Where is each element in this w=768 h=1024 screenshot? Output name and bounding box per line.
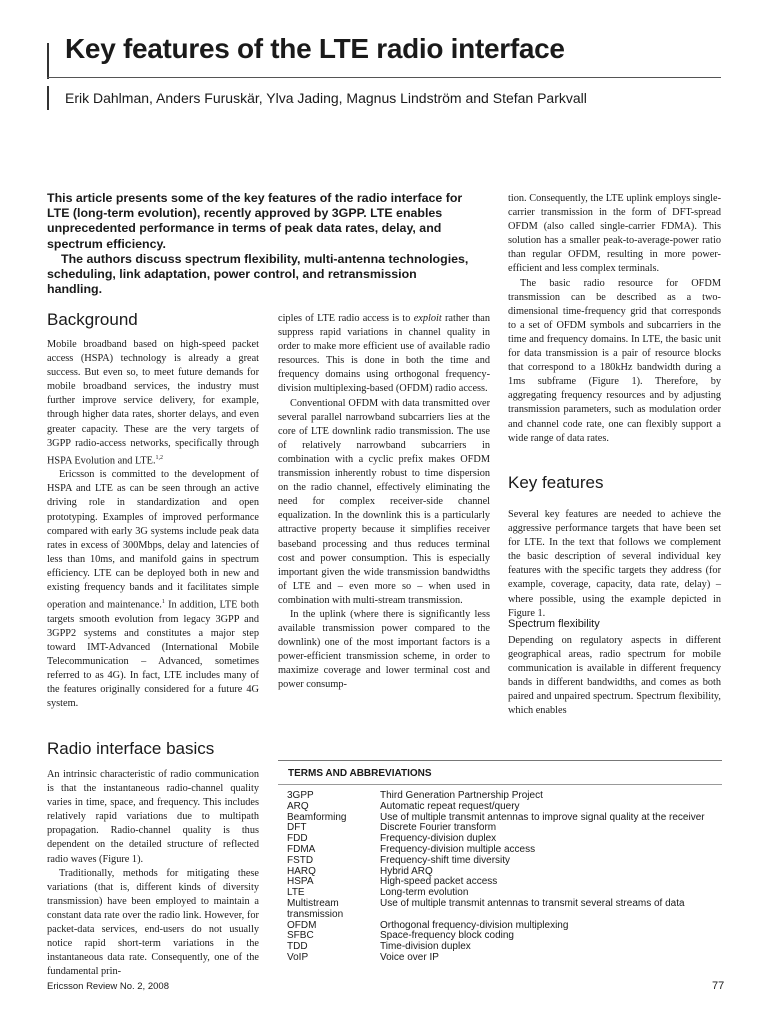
column-3-body [508,192,721,446]
term-definition: Discrete Fourier transform [380,822,497,834]
term-definition: Voice over IP [380,951,439,963]
radio-basics-body [47,768,259,979]
term-abbr: Beamforming [287,811,347,823]
key-features-paragraph-1: Several key features are needed to achieve the aggressive performance targets that have been set for LTE. In the text that follows we complement the basic description of several individual key features with the specific targets they address (for example, coverage, capacity, data rate, delay) – where possible, using the example depicted in Figure 1. [508,509,721,619]
spectrum-paragraph-1: Depending on regulatory aspects in different geographical areas, radio spectrum for mobile communication is available in different frequency bands in different bandwidths, and comes as both paired and unpaired spectrum. Spectrum flexibility, which enables [508,635,721,717]
term-abbr: FDMA [287,843,316,855]
column-2-body [278,312,490,693]
heading-background: Background [47,310,138,329]
term-abbr: ARQ [287,800,309,812]
terms-row [287,953,717,964]
term-abbr: OFDM [287,919,317,931]
background-paragraph-2: Ericsson is committed to the development of HSPA and LTE as can be seen through an active driving role in standardization and open prototyping. Examples of improved performance compared with early 3G systems include peak data rates in excess of 300Mbps, delay and latencies of less than 10ms, and manifold gains in spectrum efficiency. LTE can be deployed both in new and existing frequency bands and it facilitates simple operation and maintenance.$^1$ In addition, LTE both targets smooth evolution from legacy 3GPP and 3GPP2 systems and constitutes a major step toward IMT-Advanced (International Mobile Telecommunication – Advanced, sometimes referred to as 4G). In fact, LTE includes many of the features originally considered for a future 4G system. [47,469,259,710]
radio-basics-paragraph-2: Traditionally, methods for mitigating these variations (that is, different kinds of diversity transmission) have been employed to maintain a constant data rate over the radio link. However, for packet-data services, end-users do not usually notice rapid short-term variations in the instantaneous data rate. Consequently, one of the fundamental prin- [47,867,259,978]
term-abbr: HSPA [287,876,314,888]
term-abbr: HARQ [287,865,316,877]
term-definition: Use of multiple transmit antennas to improve signal quality at the receiver [380,811,705,823]
column-2-paragraph-2: Conventional OFDM with data transmitted over several parallel narrowband subcarriers lies at the core of LTE downlink radio transmission. The use of relatively narrowband subcarriers in combination with a cyclic prefix makes OFDM transmission inherently robust to time dispersion on the radio channel, effectively eliminating the need for complex receiver-side channel equalization. In the downlink this is a particularly attractive property because it simplifies receiver baseband processing and thus reduces terminal cost and power consumption. This is especially important given the wide transmission bandwidths of LTE and – even more so – when used in combination with multi-stream transmission. [278,397,490,606]
term-definition: Frequency-shift time diversity [380,854,511,866]
term-abbr: FDD [287,833,308,845]
authors-rule [47,86,49,110]
terms-row [287,931,717,942]
journal-footer: Ericsson Review No. 2, 2008 [47,981,169,992]
term-definition: Time-division duplex [380,941,471,953]
reference-mark: 1,2 [155,454,164,461]
heading-radio-interface-basics: Radio interface basics [47,739,215,758]
title-rule [47,43,49,79]
heading-key-features: Key features [508,473,604,492]
column-2-paragraph-1: ciples of LTE radio access is to exploit rather than suppress rapid variations in channel quality in order to make more efficient use of available radio resources. This is done in both the time and frequency domains using orthogonal frequency-division multiplexing-based (OFDM) radio access. [278,313,490,395]
page-title: Key features of the LTE radio interface [65,33,565,64]
term-abbr: VoIP [287,951,309,963]
term-definition: Hybrid ARQ [380,865,433,877]
terms-row [287,802,717,813]
terms-row [287,856,717,867]
radio-basics-paragraph-1: An intrinsic characteristic of radio communication is that the instantaneous radio-channel quality varies in time, space, and frequency. This includes relatively rapid variations due to multipath propagation. Radio-channel quality is thus dependent on the detailed structure of reflected radio waves (Figure 1). [47,769,259,865]
column-3-paragraph-1: tion. Consequently, the LTE uplink employs single-carrier transmission in the form of DFT-spread OFDM (also called single-carrier FDMA). This solution has a smaller peak-to-average-power ratio than regular OFDM, resulting in more power-efficient and less complex terminals. [508,193,721,275]
terms-row [287,899,717,921]
page-number: 77 [712,980,725,992]
reference-mark: 1 [161,599,165,606]
background-paragraph-1: Mobile broadband based on high-speed packet access (HSPA) technology is already a great success. But even so, to meet future demands for mobile broadband services, the industry must further improve service delivery, for example, through higher data rates, shorter delays, and even greater capacity. These are the very targets of 3GPP radio-access networks, specifically through HSPA Evolution and LTE.$^{1,2}$ [47,339,259,467]
term-definition: Automatic repeat request/query [380,800,520,812]
terms-row [287,942,717,953]
term-definition: Frequency-division duplex [380,833,497,845]
lead-text-1: This article presents some of the key features of the radio interface for LTE (long-term evolution), recently approved by 3GPP. LTE enables unprecedented performance in terms of peak data rates, delay, and spectrum efficiency. [47,191,463,251]
column-2-paragraph-3: In the uplink (where there is significantly less available transmission power compared to the downlink) one of the most important factors is a power-efficient transmission scheme, in order to maximize coverage and lower terminal cost and power consump- [278,608,490,691]
terms-row [287,813,717,824]
term-abbr: SFBC [287,930,314,942]
term-definition: Long-term evolution [380,887,469,899]
terms-title: TERMS AND ABBREVIATIONS [288,768,432,779]
column-3-paragraph-2: The basic radio resource for OFDM transmission can be described as a two-dimensional time-frequency grid that corresponds to a set of OFDM symbols and subcarriers in the time and frequency domains. In LTE, the basic unit for data transmission is a pair of resource blocks that correspond to a 180kHz bandwidth during a 1ms subframe (Figure 1). Therefore, by aggregating frequency resources and by adjusting transmission parameters, such as modulation order and channel code rate, one can flexibly support a wide range of data rates. [508,277,721,444]
term-definition: Orthogonal frequency-division multiplexing [380,919,569,931]
heading-spectrum-flexibility: Spectrum flexibility [508,618,600,630]
term-abbr: LTE [287,887,305,899]
term-definition: Third Generation Partnership Project [380,790,543,801]
term-definition: Space-frequency block coding [380,930,514,942]
authors: Erik Dahlman, Anders Furuskär, Ylva Jading, Magnus Lindström and Stefan Parkvall [65,90,587,106]
term-definition: High-speed packet access [380,876,498,888]
lead-paragraph [47,191,475,297]
term-definition: Use of multiple transmit antennas to transmit several streams of data [380,897,685,909]
terms-divider [278,784,722,785]
background-body [47,338,259,711]
term-definition: Frequency-division multiple access [380,843,536,855]
terms-list [287,791,717,964]
title-divider [47,77,721,78]
term-abbr: TDD [287,941,308,953]
key-features-body [508,508,721,621]
terms-row [287,823,717,834]
terms-top-rule [278,760,722,761]
spectrum-body [508,634,721,719]
term-abbr: Multistream transmission [287,897,344,920]
terms-row [287,877,717,888]
term-abbr: 3GPP [287,790,314,801]
term-abbr: FSTD [287,854,314,866]
lead-text-2: The authors discuss spectrum flexibility, multi-antenna technologies, scheduling, link adaptation, power control, and retransmission handling. [47,251,469,297]
terms-row [287,867,717,878]
term-abbr: DFT [287,822,307,834]
